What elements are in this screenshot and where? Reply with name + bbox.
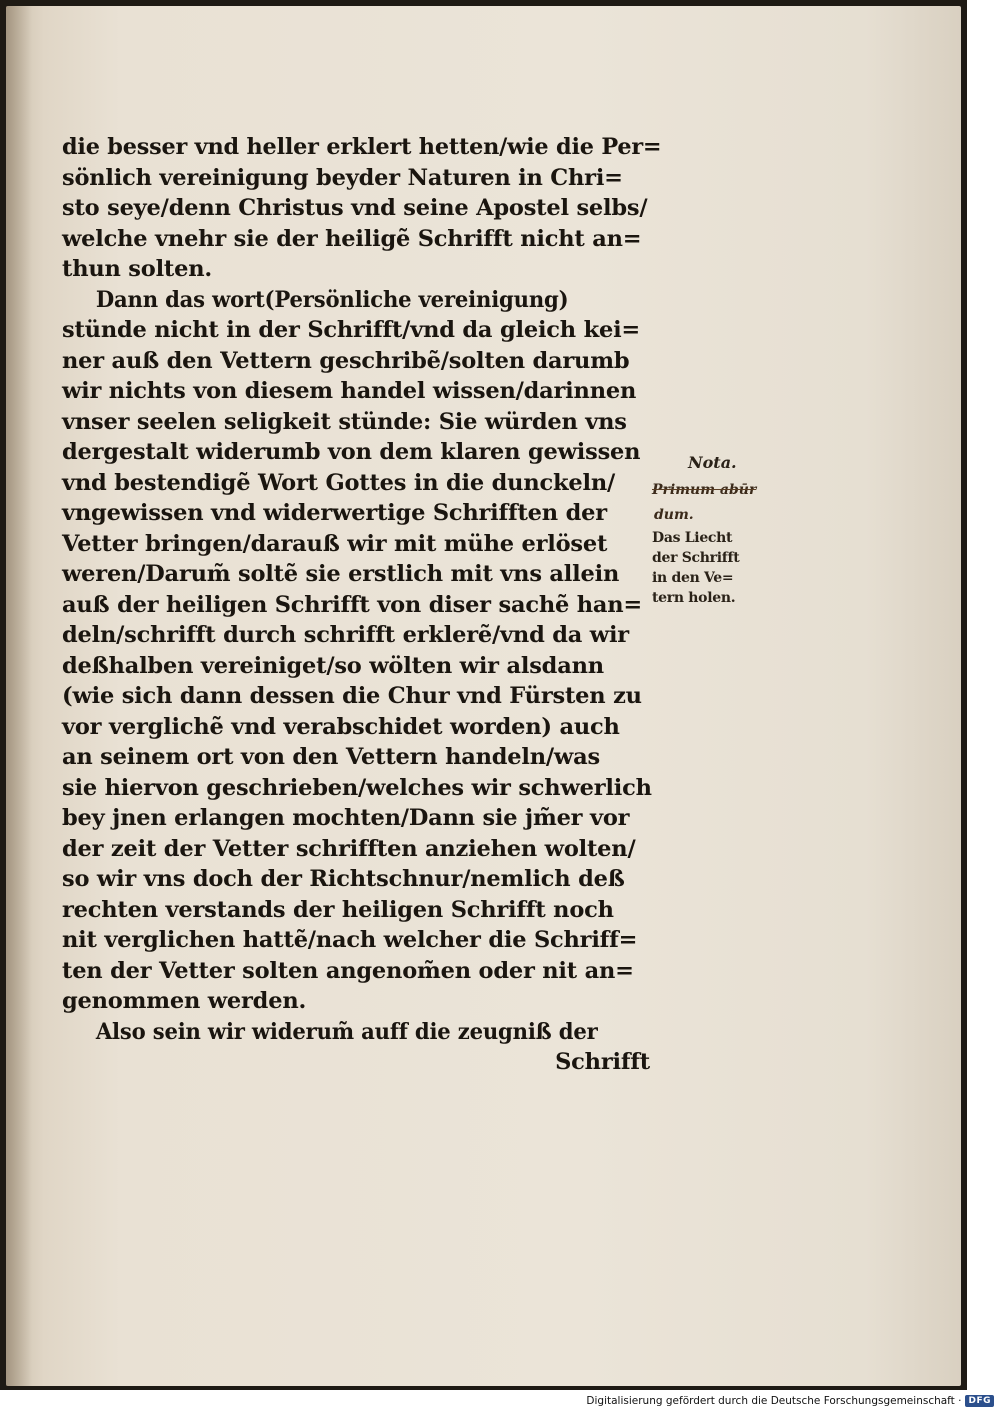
text-line: wir nichts von diesem handel wissen/darinnen [62, 378, 637, 404]
text-line: Dann das wort(Persönliche vereinigung) [95, 286, 569, 313]
margin-notes [652, 448, 792, 608]
text-line: vor verglichẽ vnd verabschidet worden) auch [62, 713, 620, 740]
catchword: Schrifft [555, 1049, 650, 1075]
digitization-footer [586, 1392, 994, 1410]
text-line: vnd bestendigẽ Wort Gottes in die dunckeln/ [62, 469, 616, 496]
text-line: der zeit der Vetter schrifften anziehen wolten/ [62, 835, 636, 862]
text-line: an seinem ort von den Vettern handeln/was [62, 744, 600, 770]
side-note-line: der Schrifft [652, 550, 740, 566]
text-line: weren/Darum̃ soltẽ sie erstlich mit vns allein [62, 561, 620, 587]
handwritten-annotation-2: dum. [654, 507, 694, 523]
text-line: welche vnehr sie der heiligẽ Schrifft nicht an= [62, 225, 642, 252]
text-line: bey jnen erlangen mochten/Dann sie jm̃er vor [62, 805, 630, 831]
handwritten-annotation-1: Primum abūr [652, 482, 757, 498]
text-line: vnser seelen seligkeit stünde: Sie würden vns [62, 408, 627, 435]
bleed-through-ink [646, 1056, 766, 1116]
text-line: rechten verstands der heiligen Schrifft noch [62, 896, 614, 923]
text-line: sie hiervon geschrieben/welches wir schwerlich [62, 774, 652, 801]
text-line: thun solten. [62, 256, 213, 282]
page-gutter-shadow [6, 6, 32, 1386]
text-line: (wie sich dann dessen die Chur vnd Fürsten zu [62, 683, 642, 709]
text-line: genommen werden. [62, 988, 307, 1014]
text-line: die besser vnd heller erklert hetten/wie die Per= [62, 134, 662, 160]
text-line: ner auß den Vettern geschribẽ/solten darumb [62, 347, 630, 374]
main-text-block [62, 132, 662, 1078]
text-line: so wir vns doch der Richtschnur/nemlich deß [62, 866, 625, 892]
text-line: sönlich vereinigung beyder Naturen in Chri= [62, 164, 623, 191]
text-line: auß der heiligen Schrifft von diser sachẽ han= [62, 591, 643, 618]
side-note-line: Das Liecht [652, 530, 733, 546]
text-line: dergestalt widerumb von dem klaren gewissen [62, 439, 641, 465]
text-line: sto seye/denn Christus vnd seine Apostel selbs/ [62, 195, 648, 221]
text-line: nit verglichen hattẽ/nach welcher die Schriff= [62, 927, 638, 953]
text-line: vngewissen vnd widerwertige Schrifften der [62, 500, 607, 526]
dfg-logo: DFG [965, 1395, 994, 1407]
text-line: ten der Vetter solten angenom̃en oder nit an= [62, 957, 634, 984]
text-line: stünde nicht in der Schrifft/vnd da gleich kei= [62, 317, 641, 343]
text-line: Vetter bringen/darauß wir mit mühe erlöset [62, 530, 608, 557]
text-line: deßhalben vereiniget/so wölten wir alsdann [62, 652, 604, 679]
side-note-line: in den Ve= [652, 570, 734, 586]
funding-credit: Digitalisierung gefördert durch die Deutsche Forschungsgemeinschaft · [586, 1395, 962, 1407]
text-line: Also sein wir widerum̃ auff die zeugniß der [95, 1018, 598, 1045]
side-note-line: tern holen. [652, 590, 736, 606]
margin-note-nota: Nota. [688, 453, 737, 472]
text-line: deln/schrifft durch schrifft erklerẽ/vnd da wir [62, 622, 629, 648]
